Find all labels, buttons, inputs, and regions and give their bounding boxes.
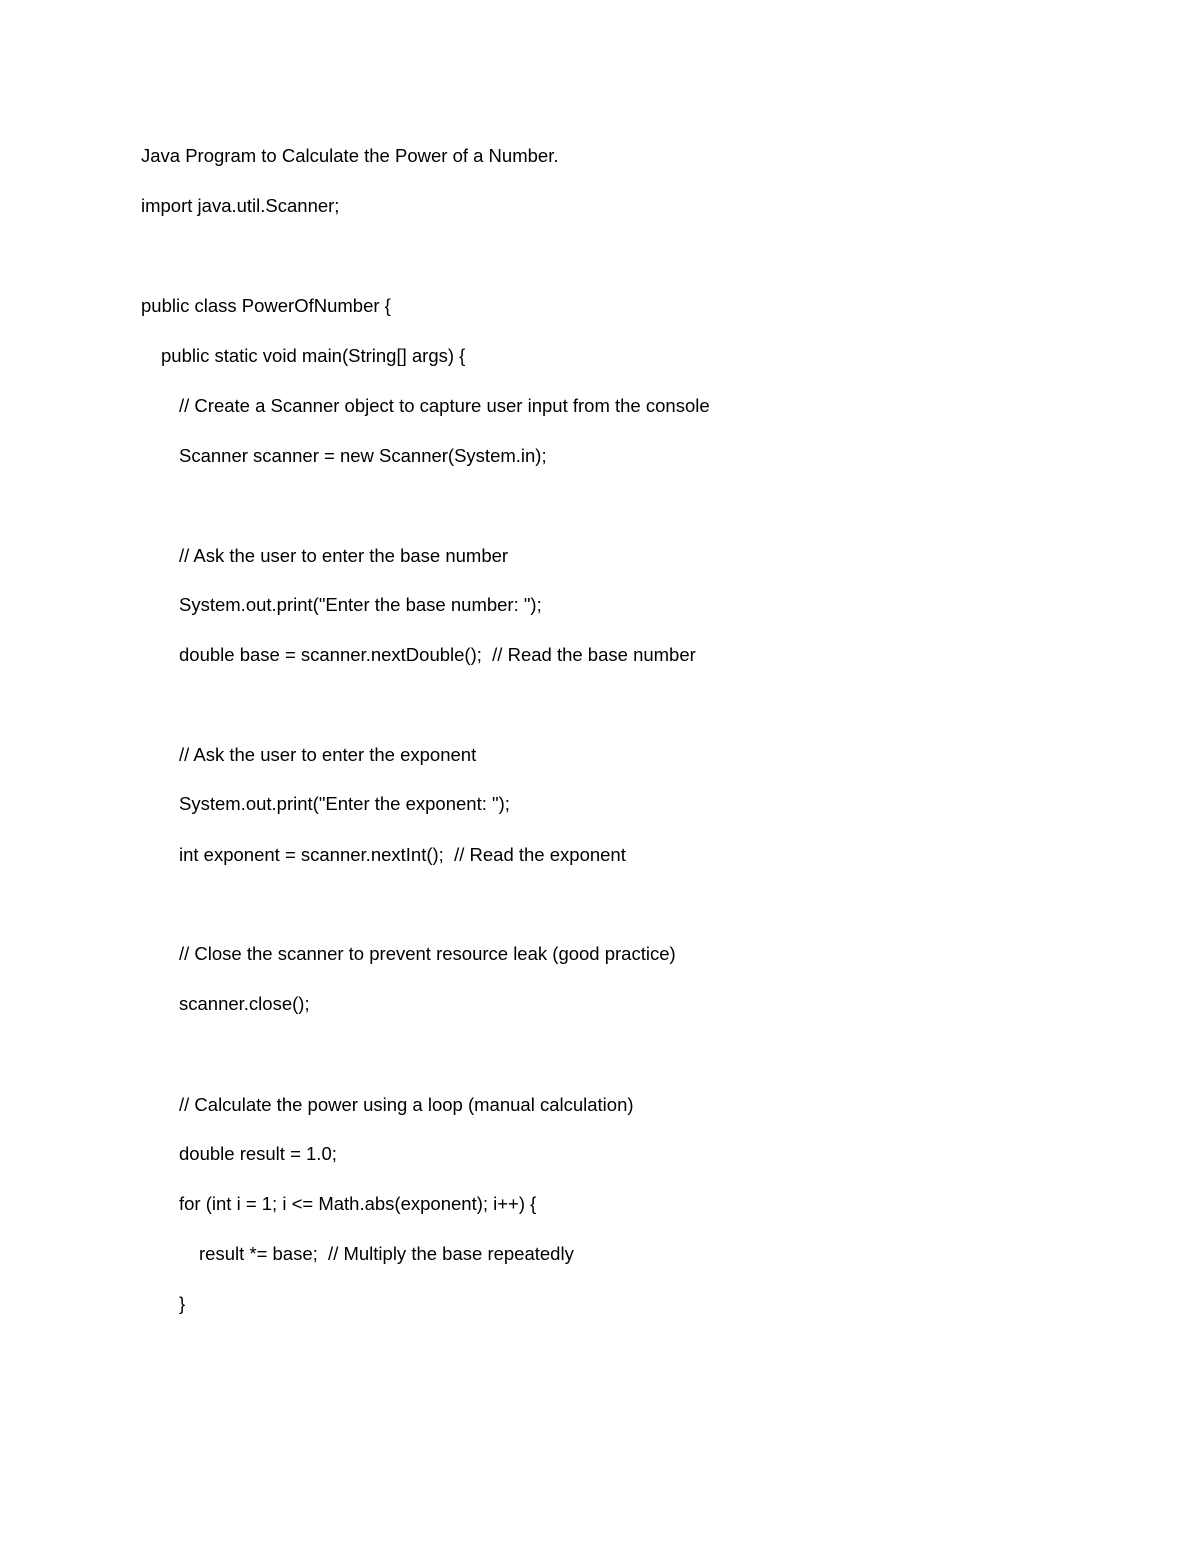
- code-line-for-loop: for (int i = 1; i <= Math.abs(exponent); i++) {: [179, 1193, 537, 1214]
- code-line-scanner-init: Scanner scanner = new Scanner(System.in);: [179, 445, 547, 466]
- code-line-multiply: result *= base; // Multiply the base repeatedly: [199, 1243, 574, 1264]
- document-title: Java Program to Calculate the Power of a Number.: [141, 145, 559, 166]
- code-line-import: import java.util.Scanner;: [141, 195, 340, 216]
- code-comment-ask-base: // Ask the user to enter the base number: [179, 545, 509, 566]
- code-comment-close-scanner: // Close the scanner to prevent resource leak (good practice): [179, 943, 676, 964]
- code-line-read-base: double base = scanner.nextDouble(); // Read the base number: [179, 644, 696, 665]
- code-comment-ask-exponent: // Ask the user to enter the exponent: [179, 744, 477, 765]
- code-line-result-init: double result = 1.0;: [179, 1143, 337, 1164]
- code-line-print-exponent-prompt: System.out.print("Enter the exponent: ");: [179, 793, 510, 814]
- code-line-class-declaration: public class PowerOfNumber {: [141, 295, 391, 316]
- code-line-scanner-close: scanner.close();: [179, 993, 310, 1014]
- code-comment-calculate-power: // Calculate the power using a loop (manual calculation): [179, 1094, 634, 1115]
- code-line-read-exponent: int exponent = scanner.nextInt(); // Read the exponent: [179, 844, 626, 865]
- code-line-print-base-prompt: System.out.print("Enter the base number: ");: [179, 594, 542, 615]
- code-line-main-method: public static void main(String[] args) {: [161, 345, 466, 366]
- code-comment-create-scanner: // Create a Scanner object to capture user input from the console: [179, 395, 710, 416]
- code-line-closing-brace: }: [179, 1293, 186, 1314]
